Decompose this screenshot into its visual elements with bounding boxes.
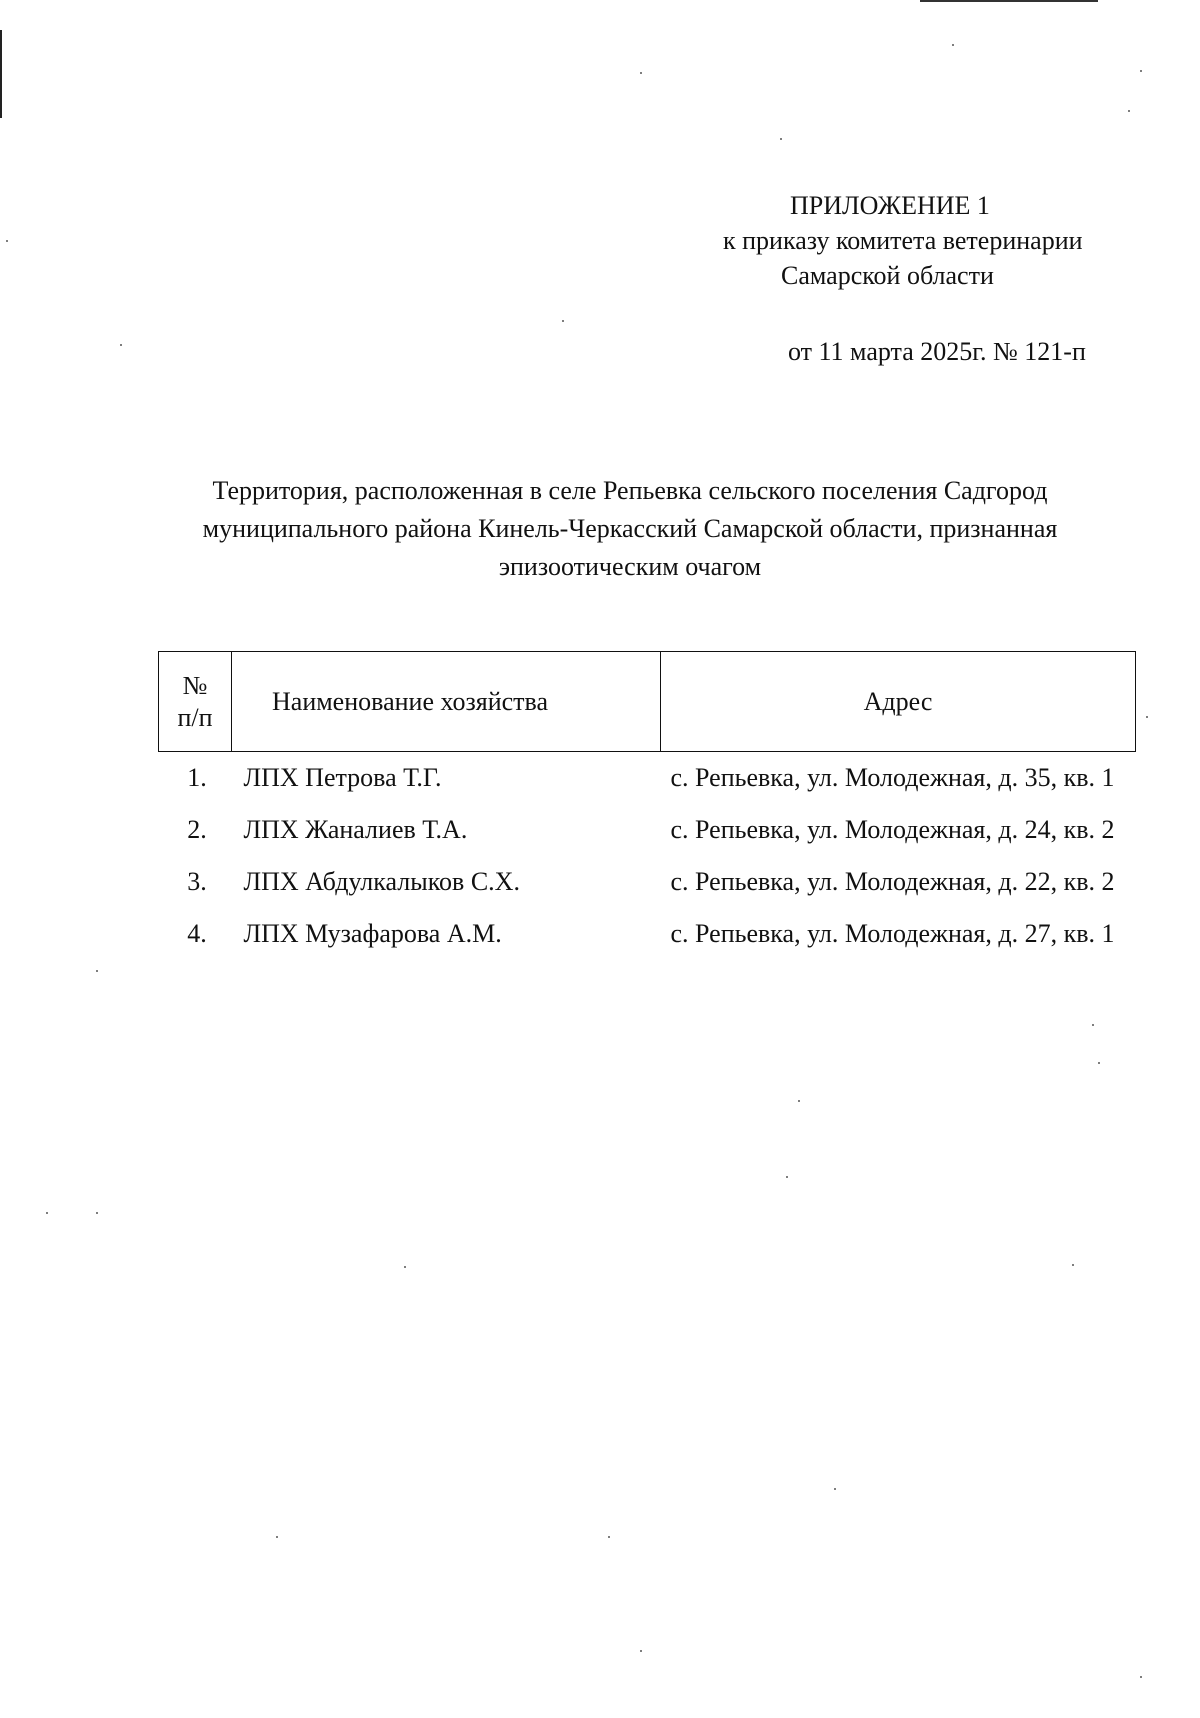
scan-speck <box>1146 716 1148 718</box>
scan-speck <box>276 1536 278 1538</box>
column-header-number <box>159 652 232 752</box>
farm-address: с. Репьевка, ул. Молодежная, д. 35, кв. 1 <box>670 763 1115 792</box>
scan-speck <box>404 1266 406 1268</box>
scan-speck <box>6 240 8 242</box>
table-row <box>159 908 1136 960</box>
scan-speck <box>786 1176 788 1178</box>
scan-speck <box>562 320 564 322</box>
scan-artifact-top-line <box>920 0 1098 2</box>
row-number: 1. <box>187 763 207 792</box>
table-header-row <box>159 652 1136 752</box>
farm-name: ЛПХ Петрова Т.Г. <box>243 763 442 792</box>
farm-address: с. Репьевка, ул. Молодежная, д. 27, кв. 1 <box>670 919 1115 948</box>
table-row <box>159 752 1136 805</box>
scan-speck <box>1092 1024 1094 1026</box>
title-line: Территория, расположенная в селе Репьевка сельского поселения Садгород <box>212 476 1048 505</box>
row-number: 3. <box>187 867 207 896</box>
scan-speck <box>1072 1264 1074 1266</box>
scan-speck <box>780 138 782 140</box>
title-line: муниципального района Кинель-Черкасский Самарской области, признанная <box>202 514 1058 543</box>
scan-speck <box>1140 1676 1142 1678</box>
farm-name: ЛПХ Абдулкалыков С.Х. <box>243 867 520 896</box>
row-number: 2. <box>187 815 207 844</box>
number-abbrev: п/п <box>177 702 213 732</box>
scan-speck <box>640 72 642 74</box>
table-row <box>159 804 1136 856</box>
appendix-region: Самарской области <box>781 261 994 290</box>
appendix-order-ref: к приказу комитета ветеринарии <box>723 226 1083 255</box>
document-title <box>150 472 1110 586</box>
table-row <box>159 856 1136 908</box>
scan-speck <box>1140 70 1142 72</box>
title-line: эпизоотическим очагом <box>498 552 762 581</box>
row-number: 4. <box>187 919 207 948</box>
scan-speck <box>1098 1062 1100 1064</box>
farm-address: с. Репьевка, ул. Молодежная, д. 22, кв. 2 <box>670 867 1115 896</box>
scan-speck <box>952 44 954 46</box>
scan-artifact-left-line <box>0 30 2 118</box>
scan-speck <box>608 1536 610 1538</box>
farm-address: с. Репьевка, ул. Молодежная, д. 24, кв. 2 <box>670 815 1115 844</box>
farm-name: ЛПХ Музафарова А.М. <box>243 919 502 948</box>
scan-speck <box>834 1488 836 1490</box>
scan-speck <box>120 344 122 346</box>
appendix-label: ПРИЛОЖЕНИЕ 1 <box>790 191 990 220</box>
number-sign: № <box>182 670 208 700</box>
scan-speck <box>640 1650 642 1652</box>
scan-speck <box>798 1100 800 1102</box>
scan-speck <box>1128 110 1130 112</box>
scan-speck <box>46 1212 48 1214</box>
scan-speck <box>96 970 98 972</box>
column-header-name: Наименование хозяйства <box>232 652 661 752</box>
farm-name: ЛПХ Жаналиев Т.А. <box>243 815 468 844</box>
column-header-address: Адрес <box>661 652 1136 752</box>
appendix-date-number: от 11 марта 2025г. № 121-п <box>788 337 1086 366</box>
farms-table <box>158 651 1136 960</box>
scan-speck <box>96 1212 98 1214</box>
